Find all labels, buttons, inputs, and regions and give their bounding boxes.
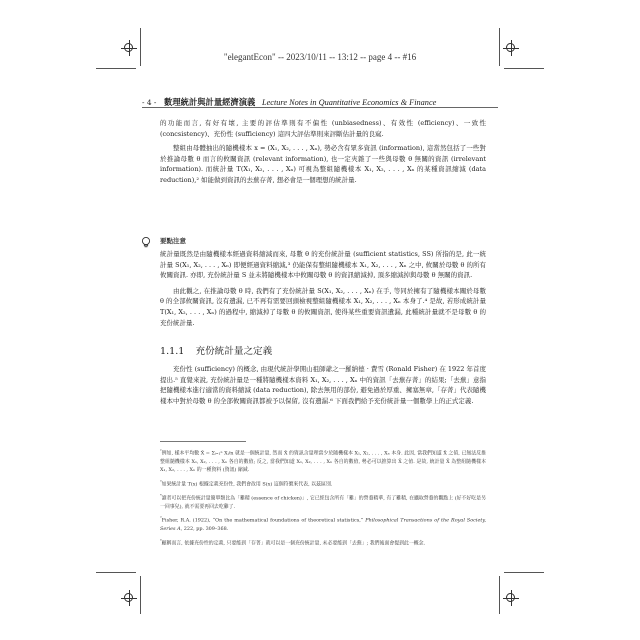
paragraph-2: 整組由母體抽出的隨機樣本 x = (X₁, X₂, . . . , Xₙ), 勢必含有眾多資訊 (information), 這當然包括了一些對於推論母數 θ 而言的攸關資訊 (relevant information), 也一定夾雜了一些與母數 θ 無關的資訊 (irrelevant information). 而統計量 T(X₁, X₂, . . . , Xₙ) 可視為整組隨機樣本 X₁, X₂, . . . , Xₙ 的某種資訊縮減 (data reduction),² 如能做到資訊的去蕪存菁, 想必會是一個理想的統計量. (160, 144, 486, 184)
page-number: - 4 - (142, 98, 157, 107)
trim-line (504, 68, 544, 69)
trim-line (96, 572, 136, 573)
crop-mark-bottom-right (503, 590, 519, 606)
section-title: 充份統計量之定義 (195, 346, 273, 357)
section-number: 1.1.1 (160, 346, 185, 357)
footnotes (160, 447, 486, 551)
footnote: $^{^6}$顧稱而言, 依據充份性的定義, 只要能到「存菁」就可以是一個充份統計量, 未必要能到「去蕪」; 我們後面會提到此一概念. (160, 537, 426, 547)
footnote: $^{^5}$Fisher, R.A. (1922), “On the mathematical foundations of theoretical statistics,” Philosophical Transactions of the Royal Society, Series A, 222, pp. 309–368. (160, 515, 486, 533)
paragraph-1: 的功能而言, 有好有壞, 主要的評估準則有不偏性 (unbiasedness)、有效性 (efficiency)、一致性 (concsistency)、充份性 (sufficiency) 這四大評估準則來評斷估計量的良窳. (160, 119, 486, 138)
draft-header: "elegantEcon" -- 2023/10/11 -- 13:12 -- page 4 -- #16 (223, 52, 417, 62)
intro-section (160, 118, 486, 186)
section-body (160, 364, 486, 406)
footnote: $^{^4}$讀者可以把充份統計量簡單類比為「雞精 (essence of chicken)」, 它已經包含所有「雞」的營養精華, 有了雞精, 在攝取營養的觀點上 (好不好吃是另一回事兒), 就不需要再回去吃雞了. (160, 492, 486, 510)
book-title-cn: 數理統計與計量經濟演義 (164, 97, 256, 107)
header-rule (142, 107, 498, 108)
footnote-rule (160, 441, 246, 442)
lightbulb-icon (140, 236, 152, 248)
tip-title: 要點注意 (160, 237, 186, 245)
footnote: $^{^3}$如果統計量 T(x) 根據定義充份性, 我們會改用 S(x) 這個符號來代表, 以茲區別. (160, 478, 333, 488)
section-heading (160, 343, 272, 357)
footnote: $^{^2}$例如, 樣本平均數 X̄ = Σᵢ₌₁ⁿ Xᵢ/n 就是一個統計量, 然而 X̄ 的資訊含量理當少於隨機樣本 X₁, X₂, . . . , Xₙ 本身. 此因, 當我們知道 X̄ 之值, 已無法反推整組隨機樣本 X₁, X₂, . . . , Xₙ 各自的數值; 反之, 當我們知道 X₁, X₂, . . . , Xₙ 各自的數值, 勢必可以推算出 X̄ 之值. 是故, 統計量 X̄ 為整組隨機樣本 X₁, X₂, . . . , Xₙ 的一種資料 (資訊) 縮減. (160, 448, 486, 474)
paragraph-3: 由此觀之, 在推論母數 θ 時, 我們有了充份統計量 S(X₁, X₂, . . . , Xₙ) 在手, 等同於擁有了隨機樣本關於母數 θ 的全部攸關資訊, 沒有遺漏, 已不再有需要回頭檢視整組隨機樣本 X₁, X₂, . . . , Xₙ 本身了.⁴ 是故, 若形成統計量 T(X₁, X₂, . . . , Xₙ) 的過程中, 縮減掉了母數 θ 的攸關資訊, 使得某些重要資訊遺漏, 此種統計量就不是母數 θ 的充份統計量. (160, 286, 486, 327)
section-paragraph: 充份性 (sufficiency) 的概念, 由現代統計學開山祖師爺之一羅納德 · 費雪 (Ronald Fisher) 在 1922 年首度提出.⁵ 直覺來說, 充份統計量是一種將隨機樣本資料 X₁, X₂, . . . , Xₙ 中的資訊「去蕪存菁」的結果;「去蕪」意指把隨機樣本進行適當的資料縮減 (data reduction), 除去無用的部份, 避免過於厚重、擁塞無章,「存菁」代表隨機樣本中對於母數 θ 的全部攸關資訊都被予以保留, 沒有遺漏.⁶ 下面我們給予充份統計量一個數學上的正式定義. (160, 365, 486, 405)
trim-line (504, 572, 544, 573)
trim-line (96, 68, 136, 69)
tip-body: 統計量既然是由隨機樣本經過資料縮減而來, 母數 θ 的充份統計量 (sufficient statistics, SS) 所指的是, 此一統計量 S(X₁, X₂, . . . , Xₙ) 即便經過資料縮減,³ 仍能保有整組隨機樣本 X₁, X₂, . . . , Xₙ 之中, 攸關於母數 θ 的所有攸關資訊. 亦即, 充份統計量 S 並未將隨機樣本中攸關母數 θ 的資訊縮減掉, 頂多縮減掉與母數 θ 無關的資訊. (160, 250, 486, 280)
book-title-en: Lecture Notes in Quantitative Economics & Finance (261, 98, 437, 107)
tip-box (160, 249, 486, 328)
trim-line (140, 576, 141, 614)
trim-line (499, 576, 500, 614)
crop-mark-bottom-left (121, 590, 137, 606)
